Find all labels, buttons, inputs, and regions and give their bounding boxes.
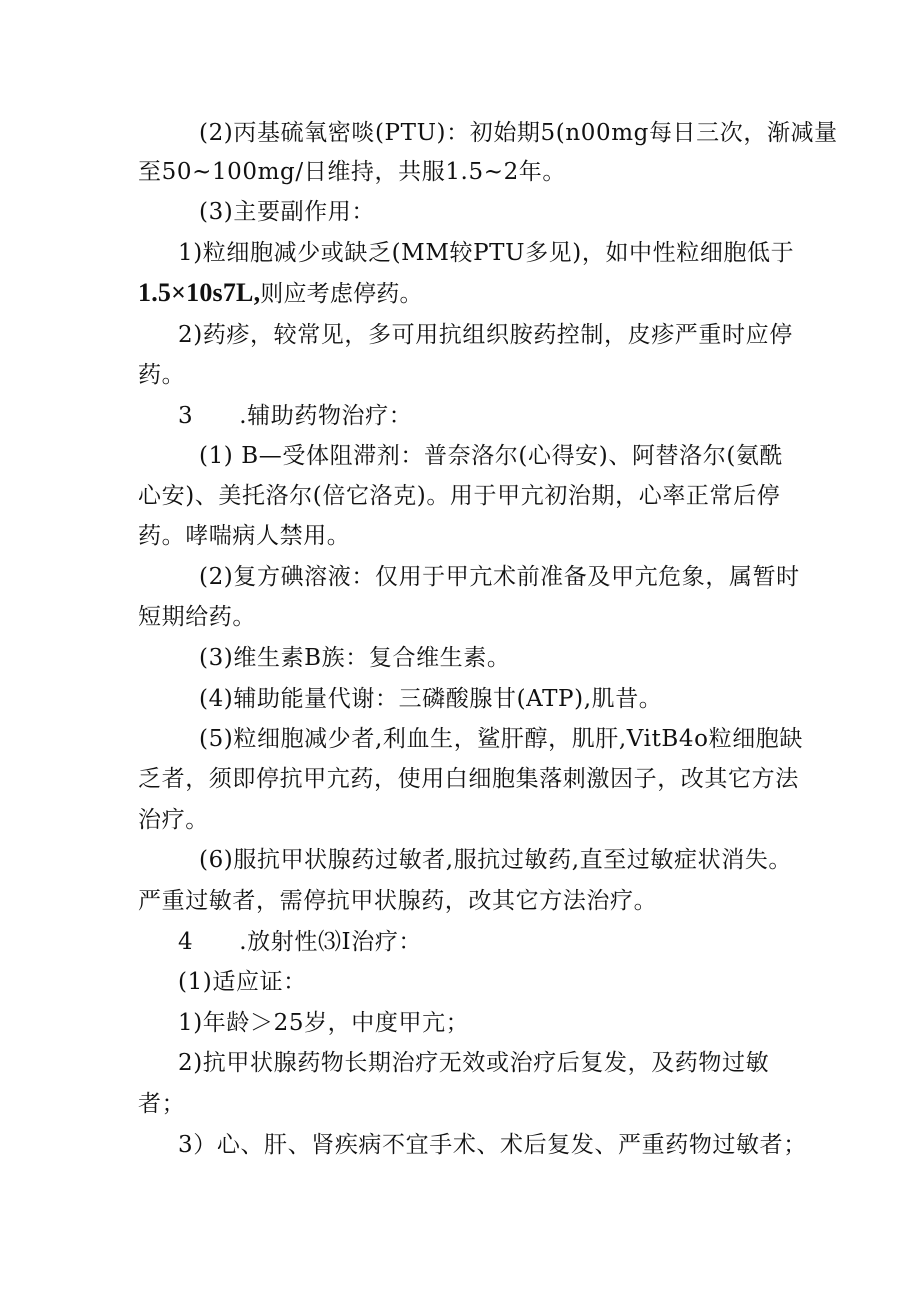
list-item-drug-failure-cont: 者； bbox=[138, 1091, 186, 1117]
heading-indications: (1)适应证： bbox=[178, 969, 307, 995]
paragraph-drug-rash: 2)药疹，较常见，多可用抗组织胺药控制，皮疹严重时应停 bbox=[178, 322, 793, 348]
list-item-drug-failure: 2)抗甲状腺药物长期治疗无效或治疗后复发，及药物过敏 bbox=[178, 1050, 770, 1076]
section-title-radioiodine: .放射性⑶I治疗： bbox=[239, 929, 423, 955]
paragraph-drug-rash-cont: 药。 bbox=[138, 362, 186, 388]
paragraph-ptu-dosage: (2)丙基硫氧密啖(PTU)：初始期5(n00mg每日三次，渐减量 bbox=[199, 120, 838, 146]
neutrophil-threshold-text: 则应考虑停药。 bbox=[260, 281, 423, 306]
neutrophil-threshold-value: 1.5×10s7L, bbox=[138, 278, 261, 307]
heading-side-effects: (3)主要副作用： bbox=[199, 199, 375, 225]
paragraph-iodine-solution-cont: 短期给药。 bbox=[138, 604, 256, 630]
section-number-3: 3 bbox=[178, 403, 194, 429]
list-item-contraindicated-surgery: 3）心、肝、肾疾病不宜手术、术后复发、严重药物过敏者； bbox=[178, 1132, 807, 1158]
paragraph-granulocytopenia-end: 治疗。 bbox=[138, 807, 209, 833]
paragraph-energy-metabolism: (4)辅助能量代谢：三磷酸腺甘(ATP),肌昔。 bbox=[199, 686, 663, 712]
paragraph-allergy-cont: 严重过敏者，需停抗甲状腺药，改其它方法治疗。 bbox=[138, 888, 658, 914]
paragraph-beta-blockers-end: 药。哮喘病人禁用。 bbox=[138, 523, 351, 549]
paragraph-agranulocytosis: 1)粒细胞减少或缺乏(MM较PTU多见)，如中性粒细胞低于 bbox=[178, 240, 795, 266]
heading-adjuvant-therapy bbox=[178, 401, 412, 431]
section-title-adjuvant: .辅助药物治疗： bbox=[239, 403, 413, 429]
paragraph-beta-blockers-cont: 心安)、美托洛尔(倍它洛克)。用于甲亢初治期，心率正常后停 bbox=[138, 483, 781, 509]
paragraph-granulocytopenia: (5)粒细胞减少者,利血生，鲨肝醇，肌肝,VitB4o粒细胞缺 bbox=[199, 726, 803, 752]
paragraph-allergy: (6)服抗甲状腺药过敏者,服抗过敏药,直至过敏症状消失。 bbox=[199, 847, 793, 873]
paragraph-iodine-solution: (2)复方碘溶液：仅用于甲亢术前准备及甲亢危象，属暂时 bbox=[199, 564, 800, 590]
paragraph-ptu-maintenance: 至50~100mg/日维持，共服1.5~2年。 bbox=[138, 159, 567, 185]
paragraph-vitamin-b: (3)维生素B族：复合维生素。 bbox=[199, 645, 511, 671]
paragraph-beta-blockers: (1) B—受体阻滞剂：普奈洛尔(心得安)、阿替洛尔(氨酰 bbox=[199, 443, 784, 469]
list-item-age: 1)年龄＞25岁，中度甲亢； bbox=[178, 1010, 470, 1036]
heading-radioiodine bbox=[178, 927, 422, 957]
section-number-4: 4 bbox=[178, 929, 194, 955]
paragraph-neutrophil-threshold bbox=[138, 278, 423, 309]
paragraph-granulocytopenia-cont: 乏者，须即停抗甲亢药，使用白细胞集落刺激因子，改其它方法 bbox=[138, 766, 799, 792]
